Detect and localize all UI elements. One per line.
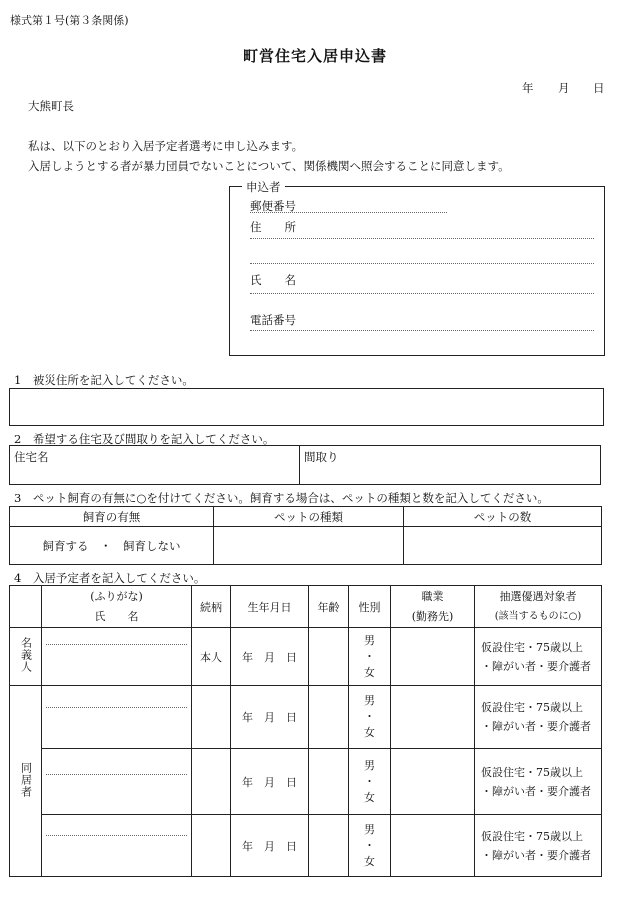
header-furigana: (ふりがな) (90, 589, 143, 603)
header-priority-sub: (該当するものに○) (494, 610, 582, 622)
pet-choice[interactable]: 飼育する ・ 飼育しない (10, 527, 214, 565)
layout-cell[interactable] (300, 446, 601, 485)
relation-self: 本人 (192, 628, 231, 686)
priority-line-2: ・障がい者・要介護者 (481, 848, 591, 862)
header-age: 年齢 (309, 586, 349, 628)
sex-dot: ・ (364, 838, 375, 852)
priority-line-1: 仮設住宅・75歳以上 (481, 765, 583, 779)
address-label: 住 所 (250, 220, 296, 234)
address-field-2[interactable] (250, 263, 594, 264)
priority-line-1: 仮設住宅・75歳以上 (481, 829, 583, 843)
table-row (10, 815, 602, 877)
sex-male: 男 (364, 694, 375, 707)
sex-choice[interactable] (349, 815, 391, 877)
pet-header-count: ペットの数 (404, 507, 602, 527)
sex-female: 女 (364, 790, 375, 804)
table-row (10, 749, 602, 815)
sex-dot: ・ (364, 774, 375, 788)
section3-label: 3 ペット飼育の有無に○を付けてください。飼育する場合は、ペットの種類と数を記入してください。 (14, 491, 549, 505)
header-relation: 続柄 (192, 586, 231, 628)
housing-name-cell[interactable] (10, 446, 300, 485)
job-field[interactable] (391, 749, 475, 815)
intro-line-1: 私は、以下のとおり入居予定者選考に申し込みます。 (28, 139, 304, 153)
date-year-label: 年 (522, 81, 534, 95)
relation-field[interactable] (192, 686, 231, 749)
priority-choice[interactable] (475, 686, 602, 749)
cohabitant-label: 同居者 (19, 761, 33, 798)
age-field[interactable] (309, 815, 349, 877)
table-row (10, 686, 602, 749)
age-field[interactable] (309, 628, 349, 686)
housing-name-label: 住宅名 (14, 450, 49, 464)
priority-line-2: ・障がい者・要介護者 (481, 659, 591, 673)
name-field[interactable] (250, 293, 594, 294)
sex-male: 男 (364, 633, 375, 647)
sex-choice[interactable] (349, 749, 391, 815)
addressee: 大熊町長 (28, 99, 74, 113)
sex-female: 女 (364, 726, 375, 739)
priority-choice[interactable] (475, 628, 602, 686)
pet-header-type: ペットの種類 (214, 507, 404, 527)
birth-date[interactable]: 年 月 日 (231, 628, 309, 686)
sex-choice[interactable] (349, 686, 391, 749)
priority-choice[interactable] (475, 815, 602, 877)
postal-label: 郵便番号 (250, 199, 296, 213)
header-sex: 性別 (349, 586, 391, 628)
pet-table (9, 506, 602, 565)
intro-line-2: 入居しようとする者が暴力団員でないことについて、関係機関へ照会することに同意します。 (28, 159, 510, 173)
address-field[interactable] (250, 238, 594, 239)
age-field[interactable] (309, 749, 349, 815)
page-title: 町営住宅入居申込書 (242, 47, 387, 65)
applicant-box (229, 180, 605, 356)
applicant-legend: 申込者 (242, 179, 285, 195)
priority-line-2: ・障がい者・要介護者 (481, 784, 591, 798)
date-month-label: 月 (558, 81, 570, 95)
sex-female: 女 (364, 665, 375, 679)
job-field[interactable] (391, 815, 475, 877)
residents-table (9, 585, 602, 877)
sex-dot: ・ (364, 649, 375, 663)
housing-table (9, 445, 601, 485)
header-name: 氏 名 (94, 609, 139, 623)
resident-name-cell[interactable] (42, 628, 192, 686)
nominee-label: 名義人 (19, 637, 33, 673)
form-number: 様式第１号(第３条関係) (10, 14, 129, 27)
layout-label: 間取り (304, 450, 339, 464)
sex-male: 男 (364, 822, 375, 836)
priority-line-2: ・障がい者・要介護者 (481, 720, 591, 733)
resident-name-cell[interactable] (42, 815, 192, 877)
priority-choice[interactable] (475, 749, 602, 815)
relation-field[interactable] (192, 815, 231, 877)
sex-dot: ・ (364, 710, 375, 723)
resident-name-cell[interactable] (42, 749, 192, 815)
header-birth: 生年月日 (231, 586, 309, 628)
job-field[interactable] (391, 628, 475, 686)
phone-field[interactable] (250, 330, 594, 331)
sex-choice[interactable] (349, 628, 391, 686)
pet-header-keep: 飼育の有無 (10, 507, 214, 527)
birth-date[interactable]: 年 月 日 (231, 686, 309, 749)
phone-label: 電話番号 (250, 313, 296, 327)
postal-field[interactable] (250, 212, 447, 213)
section1-label: 1 被災住所を記入してください。 (14, 373, 194, 387)
date-day-label: 日 (593, 81, 605, 95)
sex-female: 女 (364, 854, 375, 868)
header-job: 職業 (421, 589, 444, 603)
job-field[interactable] (391, 686, 475, 749)
relation-field[interactable] (192, 749, 231, 815)
table-row (10, 628, 602, 686)
age-field[interactable] (309, 686, 349, 749)
birth-date[interactable]: 年 月 日 (231, 815, 309, 877)
name-label: 氏 名 (250, 273, 296, 287)
header-priority: 抽選優遇対象者 (499, 589, 577, 603)
resident-name-cell[interactable] (42, 686, 192, 749)
disaster-address-field[interactable] (9, 388, 604, 426)
priority-line-1: 仮設住宅・75歳以上 (481, 640, 583, 654)
sex-male: 男 (364, 758, 375, 772)
section4-label: 4 入居予定者を記入してください。 (14, 571, 206, 585)
header-job-sub: (勤務先) (411, 609, 454, 623)
section2-label: 2 希望する住宅及び間取りを記入してください。 (14, 432, 275, 446)
pet-type-field[interactable] (214, 527, 404, 565)
priority-line-1: 仮設住宅・75歳以上 (481, 701, 583, 714)
pet-count-field[interactable] (404, 527, 602, 565)
birth-date[interactable]: 年 月 日 (231, 749, 309, 815)
